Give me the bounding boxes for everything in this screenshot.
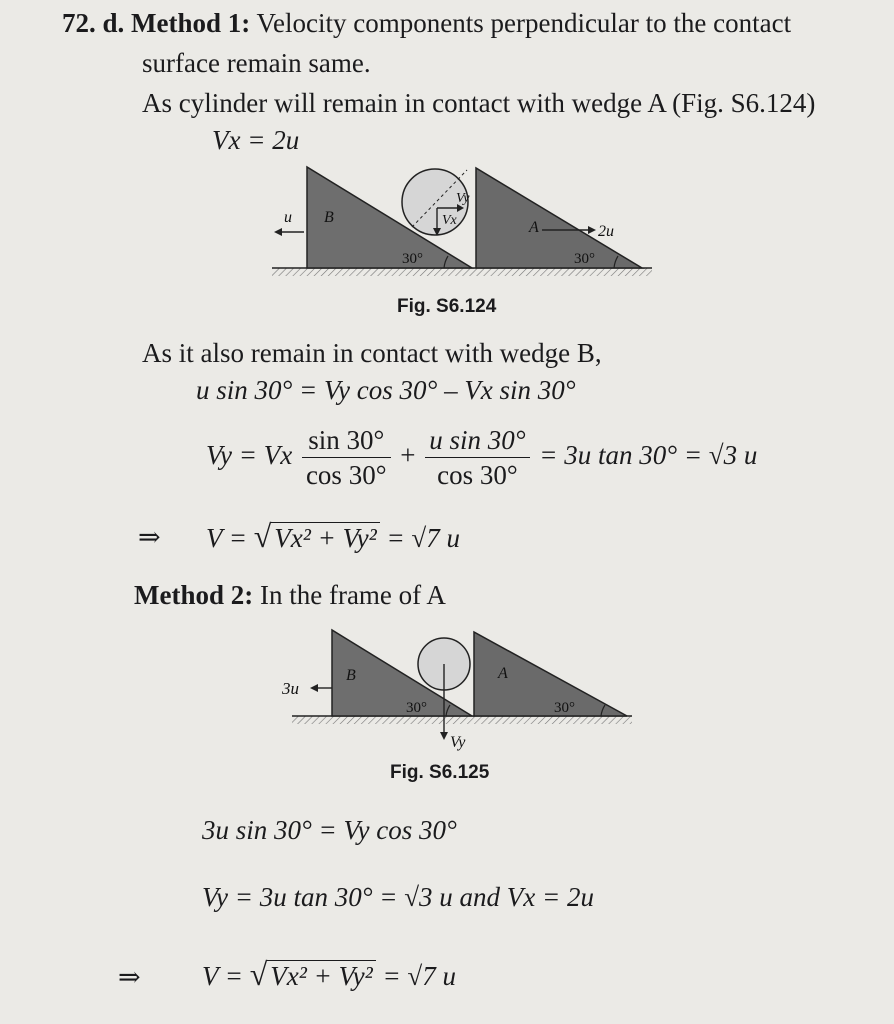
implies-arrow-2: ⇒: [118, 962, 141, 992]
equation-v-magnitude-1: V = √ Vx² + Vy² = √7 u: [206, 518, 460, 554]
label-vy: Vy: [450, 734, 466, 751]
method1-line1: Velocity components perpendicular to the contact: [256, 8, 792, 38]
m2-eq3-rhs: = √7 u: [382, 961, 456, 991]
eq2-rhs: = 3u tan 30° = √3 u: [539, 440, 758, 471]
figure-s6-124: [272, 162, 662, 292]
method1-contact-line: As it also remain in contact with wedge B,: [142, 338, 602, 368]
m2-eq3-lhs: V =: [202, 961, 243, 991]
label-b: B: [324, 209, 334, 226]
equation-vx: Vx = 2u: [212, 125, 300, 155]
ground-hatch: [272, 268, 652, 276]
frac1-numerator: sin 30°: [302, 425, 391, 458]
eq2-lhs: Vy = Vx: [206, 440, 293, 471]
eq3-rhs: = √7 u: [386, 523, 460, 553]
ground-hatch: [292, 716, 632, 724]
method1-line3: As cylinder will remain in contact with wedge A (Fig. S6.124): [142, 88, 816, 118]
plus-sign: +: [400, 440, 416, 471]
method1-heading: Method 1:: [131, 8, 251, 38]
solution-header: [62, 8, 791, 39]
label-a: A: [529, 219, 539, 236]
figure1-caption: Fig. S6.124: [397, 296, 497, 317]
implies-arrow-1: ⇒: [138, 522, 161, 552]
method2-equation-1: 3u sin 30° = Vy cos 30°: [202, 815, 457, 845]
frac2-numerator: u sin 30°: [425, 425, 529, 458]
wedge-a: [476, 168, 642, 268]
fraction-usin-cos: [425, 425, 529, 491]
method2-heading-rest: In the frame of A: [259, 580, 446, 610]
label-2u: 2u: [598, 223, 614, 240]
equation-v-magnitude-2: V = √ Vx² + Vy² = √7 u: [202, 956, 456, 992]
eq3-lhs: V =: [206, 523, 247, 553]
label-a: A: [498, 665, 508, 682]
equation-contact-b: u sin 30° = Vy cos 30° – Vx sin 30°: [196, 375, 576, 405]
label-b: B: [346, 667, 356, 684]
figure2-caption: Fig. S6.125: [390, 762, 490, 783]
problem-number: 72. d.: [62, 8, 125, 38]
frac1-denominator: cos 30°: [305, 460, 387, 490]
label-3u: 3u: [282, 679, 299, 698]
label-u: u: [284, 209, 292, 226]
label-vy: Vy: [456, 191, 470, 206]
figure-s6-125: [282, 626, 642, 756]
method2-equation-2: Vy = 3u tan 30° = √3 u and Vx = 2u: [202, 882, 595, 912]
wedge-a: [474, 632, 627, 716]
method2-heading: Method 2:: [134, 580, 254, 610]
angle-a: 30°: [574, 251, 595, 267]
method1-line2: surface remain same.: [142, 48, 371, 78]
angle-b: 30°: [402, 251, 423, 267]
label-vx: Vx: [442, 213, 457, 228]
eq3-root: Vx² + Vy²: [271, 522, 379, 554]
method2-header: [134, 580, 446, 611]
fraction-sin-cos: [302, 425, 391, 491]
m2-eq3-root: Vx² + Vy²: [267, 960, 375, 992]
angle-a: 30°: [554, 700, 575, 716]
angle-b: 30°: [406, 700, 427, 716]
wedge-cylinder-diagram-1: [272, 162, 662, 292]
wedge-cylinder-diagram-2: [282, 626, 642, 756]
equation-vy: [206, 425, 757, 491]
frac2-denominator: cos 30°: [437, 460, 518, 490]
